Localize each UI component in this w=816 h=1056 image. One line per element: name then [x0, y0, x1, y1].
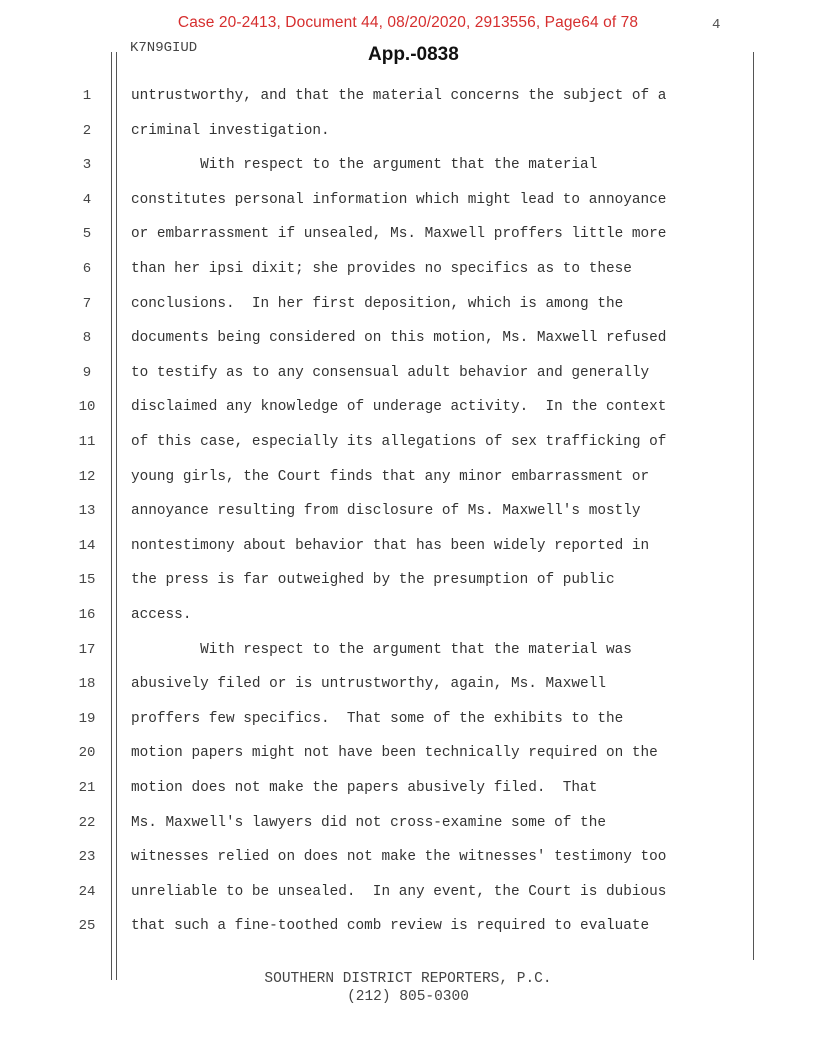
line-number: 8 [82, 330, 92, 347]
transcript-line [0, 397, 816, 417]
transcript-line [0, 259, 816, 279]
transcript-line [0, 190, 816, 210]
line-text: of this case, especially its allegations of sex trafficking of [131, 434, 667, 450]
page-number: 4 [712, 17, 721, 33]
line-number: 9 [82, 364, 92, 381]
transcript-line [0, 328, 816, 348]
line-number: 22 [78, 814, 96, 831]
line-text: unreliable to be unsealed. In any event, the Court is dubious [131, 883, 667, 900]
transcript-line [0, 536, 816, 556]
footer-phone: (212) 805-0300 [347, 989, 469, 1005]
line-text: documents being considered on this motion, Ms. Maxwell refused [131, 330, 667, 347]
transcript-line [0, 916, 816, 936]
line-number: 18 [78, 676, 96, 693]
footer [0, 970, 816, 1006]
line-number: 25 [78, 918, 96, 935]
transcript-line [0, 121, 816, 141]
docket-code: K7N9GIUD [130, 40, 198, 56]
line-text: the press is far outweighed by the presumption of public [131, 572, 615, 589]
line-number: 17 [78, 641, 96, 658]
line-number: 19 [78, 710, 96, 727]
line-text: nontestimony about behavior that has been widely reported in [131, 537, 650, 554]
line-text: proffers few specifics. That some of the exhibits to the [131, 710, 624, 727]
line-number: 1 [82, 88, 92, 104]
transcript-line [0, 640, 816, 660]
line-text: With respect to the argument that the material [131, 157, 598, 174]
line-text: than her ipsi dixit; she provides no specifics as to these [131, 261, 632, 277]
transcript-line [0, 847, 816, 867]
line-text: that such a fine-toothed comb review is required to evaluate [131, 918, 650, 935]
line-number: 5 [82, 226, 92, 243]
transcript-line [0, 674, 816, 694]
transcript-line [0, 467, 816, 487]
transcript-line [0, 778, 816, 798]
line-text: young girls, the Court finds that any minor embarrassment or [131, 468, 650, 485]
transcript-line [0, 224, 816, 244]
line-text: With respect to the argument that the material was [131, 641, 632, 658]
line-text: or embarrassment if unsealed, Ms. Maxwell proffers little more [131, 226, 667, 243]
line-text: to testify as to any consensual adult behavior and generally [131, 364, 650, 381]
line-number: 20 [78, 745, 96, 762]
line-text: witnesses relied on does not make the witnesses' testimony too [131, 849, 667, 866]
line-number: 21 [78, 780, 96, 796]
line-text: constitutes personal information which might lead to annoyance [131, 191, 667, 208]
line-text: access. [131, 607, 192, 623]
transcript-line [0, 605, 816, 625]
transcript-line [0, 813, 816, 833]
case-header: Case 20-2413, Document 44, 08/20/2020, 2913556, Page64 of 78 [177, 14, 639, 31]
line-number: 14 [78, 537, 96, 554]
transcript-line [0, 363, 816, 383]
transcript-line [0, 501, 816, 521]
transcript-line [0, 155, 816, 175]
line-number: 23 [78, 849, 96, 866]
transcript-line [0, 86, 816, 106]
line-number: 11 [78, 434, 96, 450]
line-number: 15 [78, 572, 96, 589]
transcript-line [0, 882, 816, 902]
line-number: 2 [82, 122, 92, 139]
line-text: conclusions. In her first deposition, which is among the [131, 295, 624, 312]
transcript-line [0, 709, 816, 729]
transcript-line [0, 570, 816, 590]
line-number: 10 [78, 399, 96, 416]
line-text: motion does not make the papers abusively filed. That [131, 780, 598, 796]
app-number: App.-0838 [368, 44, 459, 65]
transcript-line [0, 432, 816, 452]
line-number: 4 [82, 191, 92, 208]
transcript-line [0, 743, 816, 763]
line-text: motion papers might not have been technically required on the [131, 745, 658, 762]
line-text: criminal investigation. [131, 122, 330, 139]
line-number: 3 [82, 157, 92, 174]
line-text: disclaimed any knowledge of underage activity. In the context [131, 399, 667, 416]
line-number: 6 [82, 261, 92, 277]
line-number: 13 [78, 503, 96, 520]
line-text: annoyance resulting from disclosure of Ms. Maxwell's mostly [131, 503, 641, 520]
line-text: untrustworthy, and that the material concerns the subject of a [131, 88, 667, 104]
line-text: abusively filed or is untrustworthy, again, Ms. Maxwell [131, 676, 606, 693]
line-text: Ms. Maxwell's lawyers did not cross-examine some of the [131, 814, 606, 831]
line-number: 24 [78, 883, 96, 900]
line-number: 16 [78, 607, 96, 623]
line-number: 12 [78, 468, 96, 485]
line-number: 7 [82, 295, 92, 312]
transcript-line [0, 294, 816, 314]
footer-reporter: SOUTHERN DISTRICT REPORTERS, P.C. [264, 971, 552, 987]
